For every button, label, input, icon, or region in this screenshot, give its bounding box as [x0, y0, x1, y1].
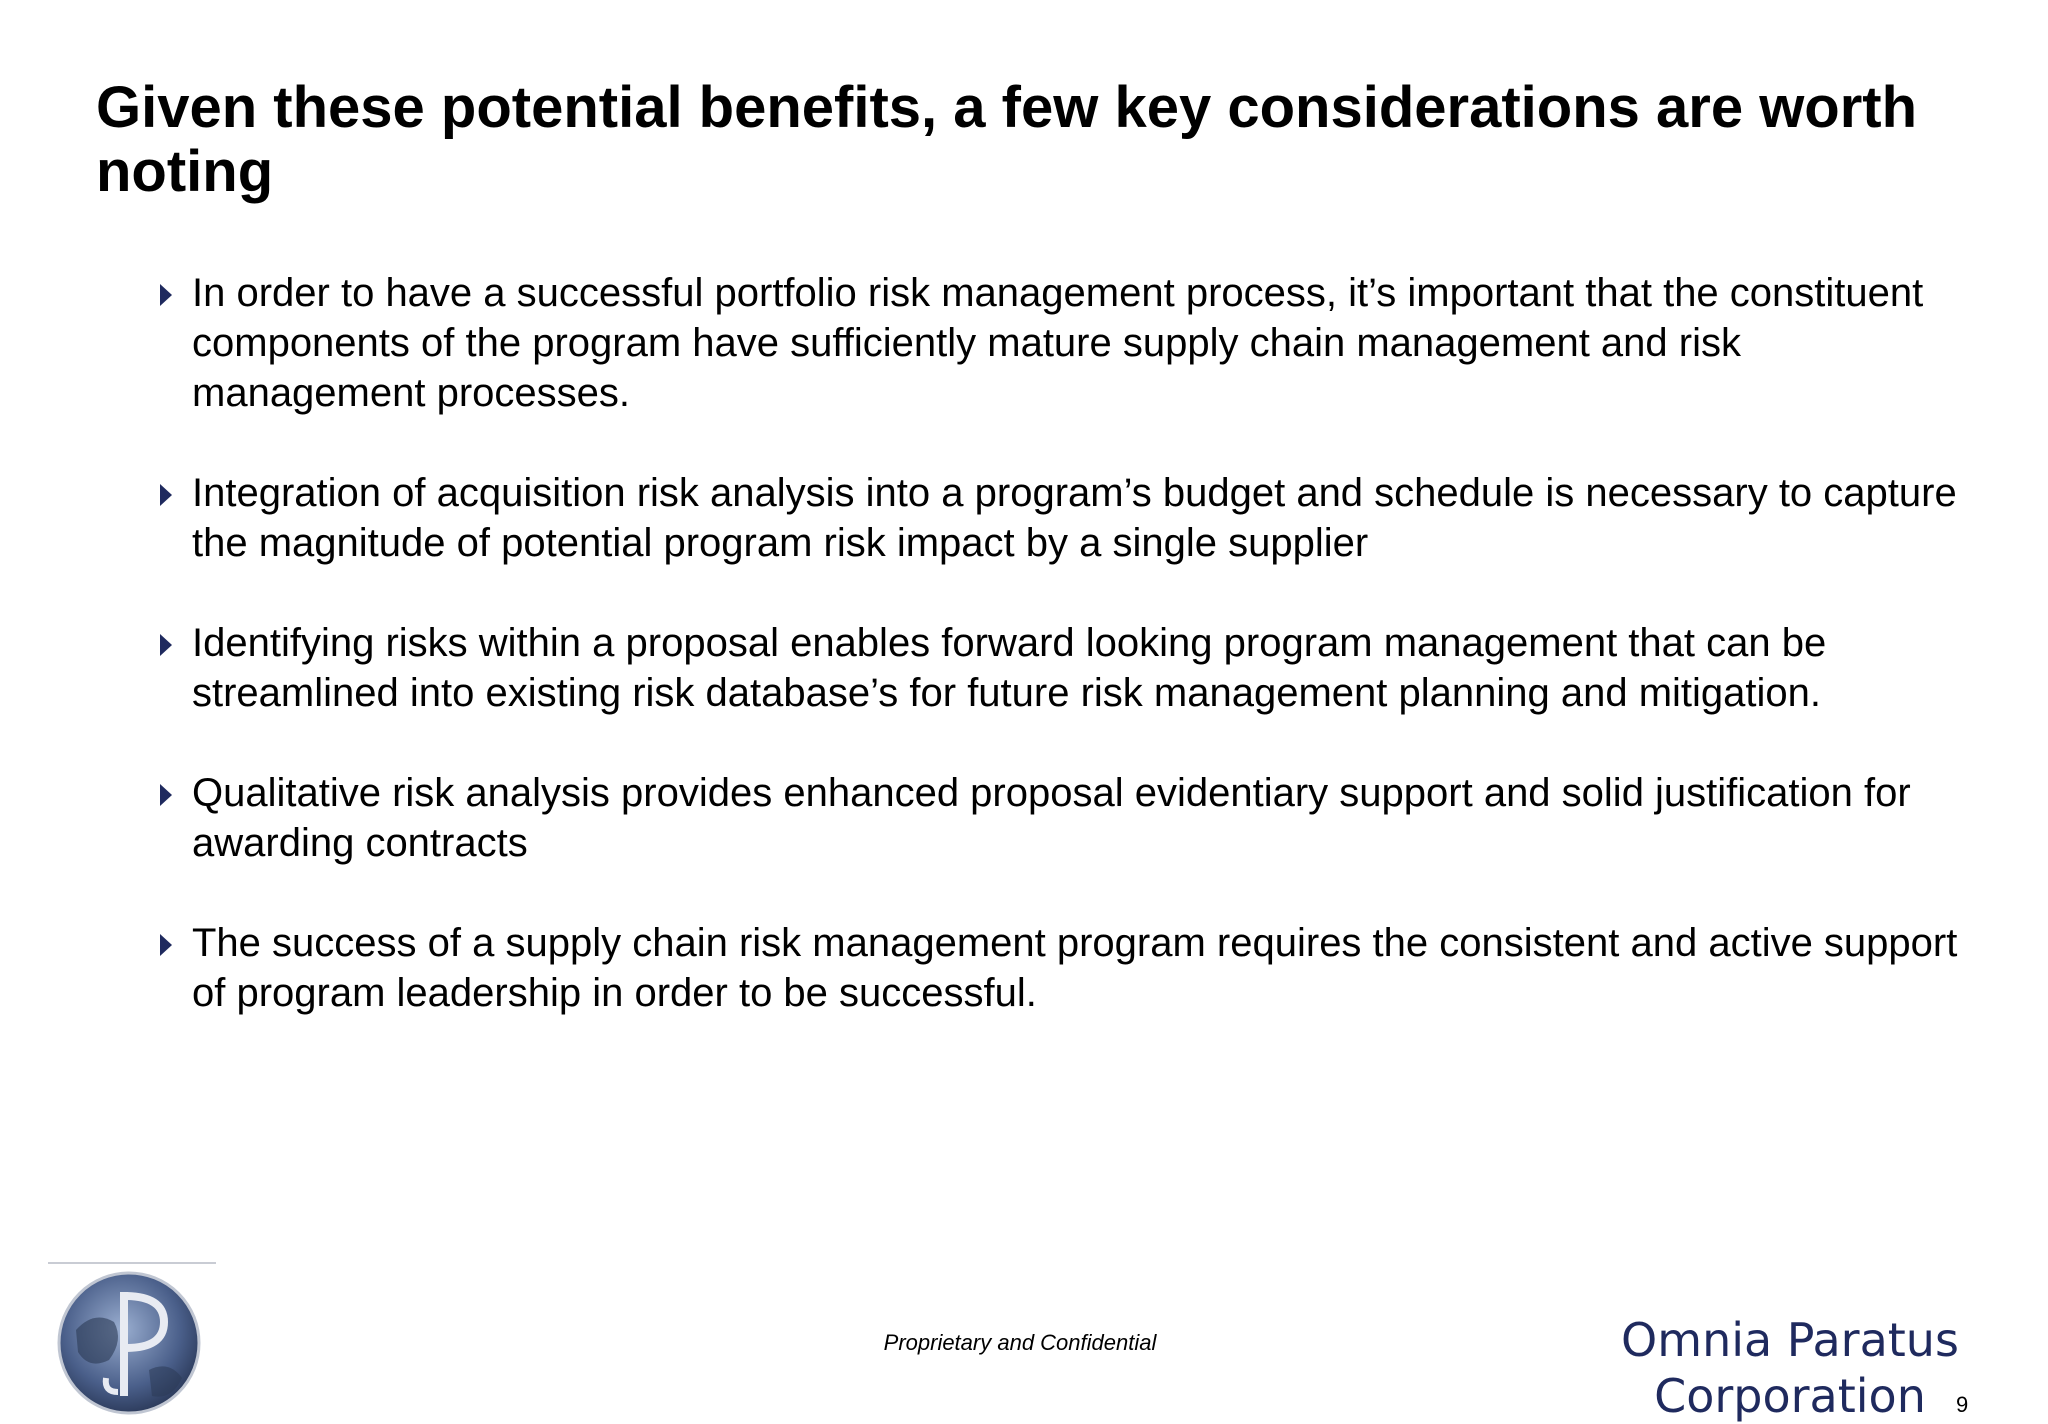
triangle-bullet-icon: [160, 284, 172, 306]
company-name: [1580, 1312, 2000, 1424]
bullet-list: [156, 268, 1976, 1068]
bullet-item: [156, 918, 1976, 1018]
logo-divider: [48, 1262, 216, 1264]
triangle-bullet-icon: [160, 634, 172, 656]
triangle-bullet-icon: [160, 934, 172, 956]
page-number: 9: [1956, 1392, 1969, 1417]
bullet-text: In order to have a successful portfolio risk management process, it’s important that the constituent components of the program have sufficiently mature supply chain management and risk management processes.: [192, 271, 1924, 415]
triangle-bullet-icon: [160, 784, 172, 806]
bullet-item: [156, 468, 1976, 568]
bullet-item: [156, 618, 1976, 718]
bullet-text: Identifying risks within a proposal enables forward looking program management that can be streamlined into existing risk database’s for future risk management planning and mitigation.: [192, 621, 1827, 715]
bullet-text: The success of a supply chain risk management program requires the consistent and active support of program leadership in order to be successful.: [192, 921, 1958, 1015]
company-name-line-1: Omnia Paratus: [1621, 1313, 1959, 1367]
bullet-item: [156, 768, 1976, 868]
confidentiality-notice: Proprietary and Confidential: [883, 1330, 1157, 1355]
bullet-text: Qualitative risk analysis provides enhanced proposal evidentiary support and solid justification for awarding contracts: [192, 771, 1911, 865]
bullet-item: [156, 268, 1976, 418]
slide-title: Given these potential benefits, a few key considerations are worth noting: [96, 75, 1918, 204]
company-name-line-2: Corporation: [1654, 1369, 1926, 1423]
triangle-bullet-icon: [160, 484, 172, 506]
globe-monogram-logo-icon: [54, 1270, 204, 1416]
bullet-text: Integration of acquisition risk analysis into a program’s budget and schedule is necessary to capture the magnitude of potential program risk impact by a single supplier: [192, 471, 1957, 565]
